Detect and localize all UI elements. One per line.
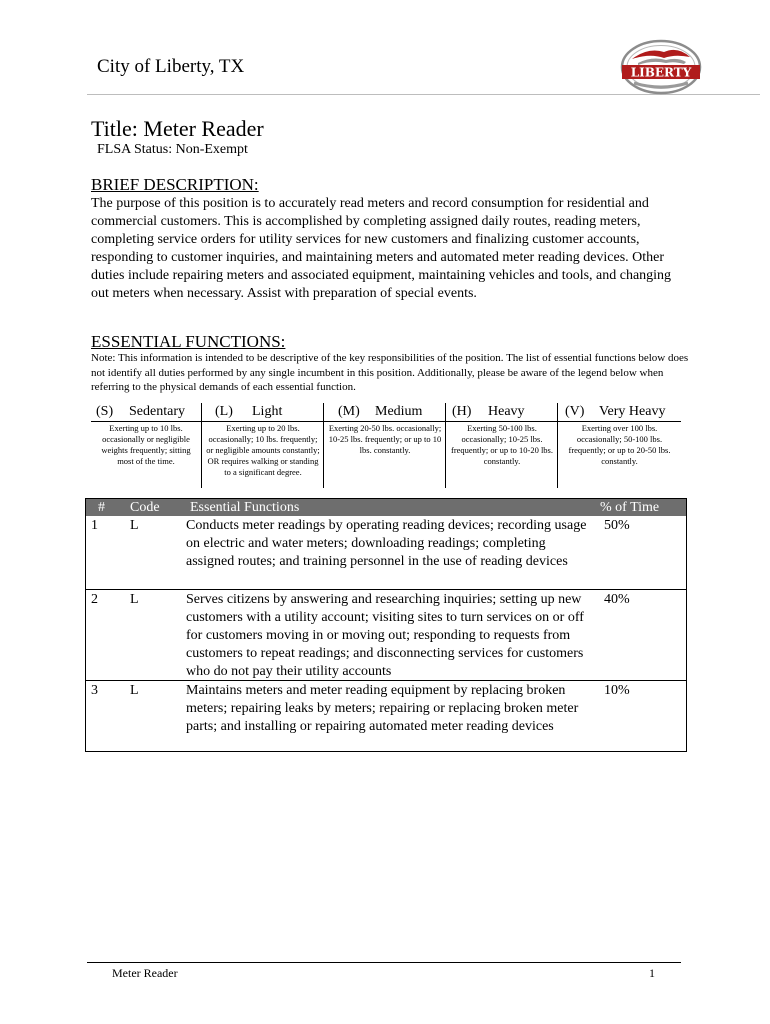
legend-code: (V) [565,404,585,419]
row-time: 50% [604,518,630,533]
footer-rule [87,962,681,963]
table-header [86,499,686,516]
row-num: 1 [91,518,98,533]
legend-heavy [445,403,558,488]
legend-label: Very Heavy [599,404,666,419]
header-function: Essential Functions [190,500,300,515]
header-num: # [98,500,105,515]
legend-description: Exerting 50-100 lbs. occasionally; 10-25 lbs. frequently; or up to 10-20 lbs. constantly. [451,423,553,466]
job-title: Title: Meter Reader [91,116,264,141]
legend-label: Heavy [488,404,525,419]
legend-code: (H) [452,404,472,419]
row-num: 3 [91,683,98,698]
row-function: Serves citizens by answering and researching inquiries; setting up new customers with a utility account; visiting sites to turn services on or off for customers moving in or moving out; responding to requests from customers to repeat readings; and disconnecting services for customers who do not pay their utility accounts [186,592,584,679]
physical-demands-legend [91,403,680,488]
legend-description: Exerting up to 10 lbs. occasionally or negligible weights frequently; sitting most of the time. [101,423,191,466]
flsa-status: FLSA Status: Non-Exempt [97,142,248,157]
row-code: L [130,518,139,533]
legend-description: Exerting 20-50 lbs. occasionally; 10-25 lbs. frequently; or up to 10 lbs. constantly. [328,423,442,455]
legend-code: (M) [338,404,360,419]
row-function: Conducts meter readings by operating reading devices; recording usage on electric and water meters; downloading readings; completing assigned routes; and training personnel in the use of reading devices [186,518,587,569]
legend-description: Exerting up to 20 lbs. occasionally; 10 lbs. frequently; or negligible amounts constantly; OR requires walking or standing to a significant degree. [206,423,320,477]
legend-label: Medium [375,404,423,419]
legend-description: Exerting over 100 lbs. occasionally; 50-100 lbs. frequently; or up to 20-50 lbs. constantly. [568,423,671,466]
legend-label: Sedentary [129,404,185,419]
city-logo [620,39,702,95]
row-function: Maintains meters and meter reading equipment by replacing broken meters; repairing leaks by meters; repairing or replacing broken meter parts; and installing or repairing automated meter reading devices [186,683,579,734]
legend-medium [323,403,446,488]
legend-label: Light [252,404,283,419]
essential-functions-table [85,498,687,752]
header-time: % of Time [600,500,660,515]
brief-description-heading: BRIEF DESCRIPTION: [91,175,259,194]
essential-functions-note: Note: This information is intended to be descriptive of the key responsibilities of the position. The list of essential functions below does not identify all duties performed by any single incumbent in this position. Additionally, please be aware of the legend below when referring to the physical demands of each essential function. [91,352,689,394]
logo-wordmark: LIBERTY [630,65,692,80]
brief-description-text: The purpose of this position is to accurately read meters and record consumption for residential and commercial customers. This is accomplished by completing assigned daily routes, reading meters, completing service orders for utility services for new customers and finalizing customer accounts, responding to customer inquiries, and maintaining meters and automated meter reading devices. Other duties include repairing meters and associated equipment, maintaining vehicles and tools, and changing out meters when necessary. Assist with preparation of special events. [91,196,672,301]
legend-very-heavy [557,403,681,488]
row-divider [86,589,686,590]
legend-code: (S) [96,404,114,419]
row-time: 10% [604,683,630,698]
header-organization: City of Liberty, TX [97,56,245,77]
row-code: L [130,683,139,698]
legend-code: (L) [215,404,233,419]
row-divider [86,680,686,681]
header-code: Code [130,500,160,515]
row-num: 2 [91,592,98,607]
footer-document-name: Meter Reader [112,966,178,980]
footer-page-number: 1 [649,966,655,980]
essential-functions-heading: ESSENTIAL FUNCTIONS: [91,332,286,351]
row-code: L [130,592,139,607]
legend-light [201,403,324,488]
row-time: 40% [604,592,630,607]
legend-sedentary [91,403,201,488]
